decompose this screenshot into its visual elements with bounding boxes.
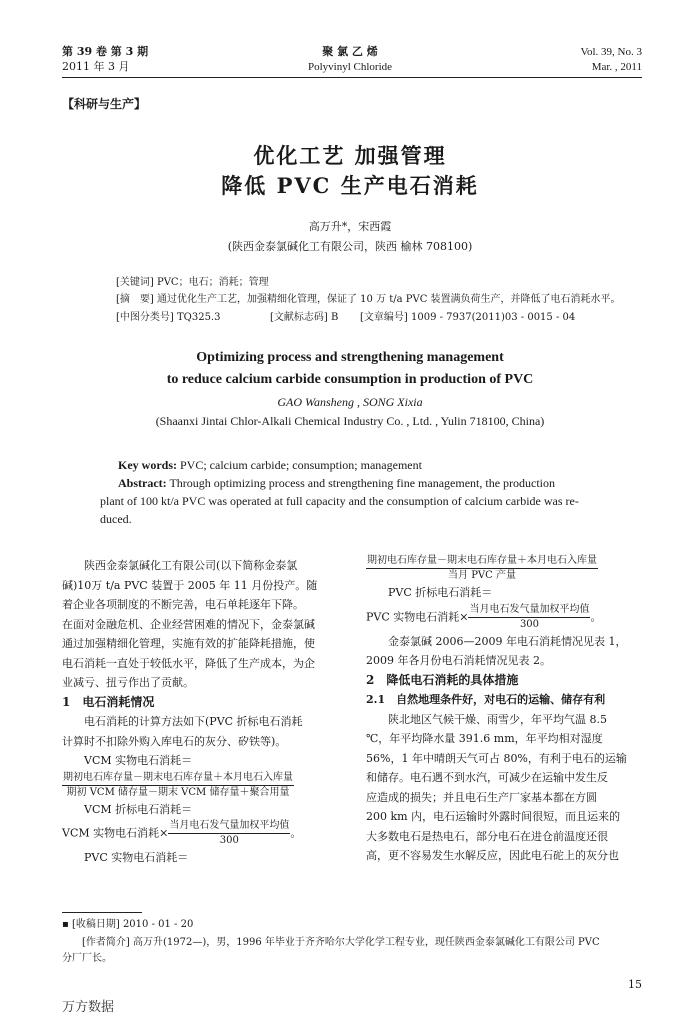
date-en: Mar. , 2011 (591, 61, 642, 73)
authors-en: GAO Wansheng , SONG Xixia (277, 395, 423, 409)
footnote-rule (62, 912, 142, 913)
affiliation-en: (Shaanxi Jintai Chlor-Alkali Chemical Industry Co. , Ltd. , Yulin 718100, China) (155, 414, 545, 428)
formula-3-fraction (366, 554, 598, 583)
keywords-en (118, 458, 422, 473)
keywords-cn: [关键词] PVC；电石；消耗；管理 (116, 277, 269, 288)
affiliation-cn: (陕西金泰氯碱化工有限公司，陕西 榆林 708100) (227, 240, 473, 253)
title-cn-line2: 降低 PVC 生产电石消耗 (221, 173, 479, 198)
title-en-line1: Optimizing process and strengthening management (196, 350, 504, 365)
formula-4: PVC 实物电石消耗× $\frac{\text{当月电石发气量加权平均值}}{300}$ 。 (366, 603, 602, 630)
title-cn-line1: 优化工艺 加强管理 (253, 143, 447, 168)
watermark: 万方数据 (62, 1000, 115, 1015)
header-rule (62, 77, 642, 78)
section-2-1-heading: 2.1 自然地理条件好，对电石的运输、储存有利 (366, 693, 606, 706)
page-number: 15 (628, 978, 642, 991)
classification-number: [中图分类号] TQ325.3 (116, 312, 221, 323)
keywords-en-text: PVC; calcium carbide; consumption; management (177, 458, 422, 472)
right-column: $\frac{\text{期初电石库存量－期末电石库存量＋本月电石入库量}}{\text{当月 PVC 产量}}$ PVC 折标电石消耗＝ PVC 实物电石消耗× $\frac{\text{当月电石发气量加权平均值}}{300}$ 。 金泰氯碱 2006—2009 年电石消耗情况见表 1， 2009 年各月份电石消耗情况见表 2。 2 降低电石消耗的具体措施 2.1 自然地理条件好，对电石的运输、储存有利 陕北地区气候干燥、雨雪少，年平均气温 8.5 ℃，年平均降水量 391.6 mm，年平均相对湿度 56%，1 年中晴朗天气可占 80%，有利于电石的运输 和储存。电石遇不到水汽，可减少在运输中发生反 应造成的损失；并且电石生产厂家基本都在方圆 200 km 内，电石运输时外露时间很短，而且运来的 大多数电石是热电石，部分电石在进仓前温度还很 高，更不容易发生水解反应，因此电石砣上的灰分也 (366, 554, 642, 866)
abstract-en-line3: duced. (100, 512, 132, 526)
section-2-heading: 2 降低电石消耗的具体措施 (366, 672, 519, 687)
formula-3-numerator: 期初电石库存量－期末电石库存量＋本月电石入库量 (366, 554, 598, 569)
title-en-line2: to reduce calcium carbide consumption in production of PVC (166, 372, 534, 387)
formula-1-fraction (62, 771, 294, 800)
volume-issue-cn: 第 39 卷 第 3 期 (62, 45, 149, 58)
article-number: [文章编号] 1009 - 7937(2011)03 - 0015 - 04 (360, 312, 576, 323)
abstract-en-line1: Abstract: Through optimizing process and strengthening fine management, the production (118, 476, 556, 490)
formula-4-label: PVC 折标电石消耗＝ (388, 586, 493, 599)
abstract-en-line2: plant of 100 kt/a PVC was operated at full capacity and the consumption of calcium carbide was re- (100, 494, 579, 508)
formula-1-label: VCM 实物电石消耗＝ (84, 754, 193, 767)
formula-2: VCM 实物电石消耗× $\frac{\text{当月电石发气量加权平均值}}{300}$ 。 (62, 820, 302, 846)
formula-1-numerator: 期初电石库存量－期末电石库存量＋本月电石入库量 (62, 771, 294, 786)
keywords-en-label: Key words: (118, 458, 177, 472)
received-date: ▪ [收稿日期] 2010 - 01 - 20 (62, 919, 194, 930)
date-cn: 2011 年 3 月 (62, 60, 130, 73)
authors-cn: 高万升*，宋西霞 (308, 220, 392, 233)
journal-name-en: Polyvinyl Chloride (307, 61, 393, 73)
intro-paragraph: 陕西金泰氯碱化工有限公司(以下简称金泰氯 (84, 559, 298, 572)
journal-name-cn: 聚 氯 乙 烯 (322, 45, 378, 58)
formula-2-label: VCM 折标电石消耗＝ (84, 802, 193, 816)
abstract-en-label: Abstract: (118, 476, 167, 490)
author-bio-line2: 分厂厂长。 (62, 953, 112, 964)
abstract-cn: [摘 要] 通过优化生产工艺，加强精细化管理，保证了 10 万 t/a PVC 装置满负荷生产，并降低了电石消耗水平。 (116, 294, 621, 305)
author-bio-line1: [作者简介] 高万升(1972—)，男，1996 年毕业于齐齐哈尔大学化学工程专业，现任陕西金泰氯碱化工有限公司 PVC (82, 937, 600, 948)
formula-3-denominator: 当月 PVC 产量 (448, 570, 516, 581)
formula-1-denominator: 期初 VCM 储存量－期末 VCM 储存量＋聚合用量 (66, 786, 290, 798)
left-column: 陕西金泰氯碱化工有限公司(以下简称金泰氯 碱)10万 t/a PVC 装置于 2005 年 11 月份投产。随 着企业各项制度的不断完善，电石单耗逐年下降。 在面对金融危机、企业经营困难的情况下，金泰氯碱 通过加强精细化管理，实施有效的扩能降耗措施，使 电石消耗一直处于较低水平，降低了生产成本，为企 业减亏、扭亏作出了贡献。 1 电石消耗情况 电石消耗的计算方法如下(PVC 折标电石消耗 计算时不扣除外购入库电石的灰分、矽铁等)。 VCM 实物电石消耗＝ $\frac{\text{期初电石库存量－期末电石库存量＋本月电石入库量}}{\text{期初 VCM 储存量－期末 VCM 储存量＋聚合用量}}$ VCM 折标电石消耗＝ VCM 实物电石消耗× $\frac{\text{当月电石发气量加权平均值}}{300}$ 。 PVC 实物电石消耗＝ (62, 556, 346, 868)
section-1-heading: 1 电石消耗情况 (62, 694, 155, 709)
section-tag: 【科研与生产】 (62, 97, 147, 111)
formula-3-label: PVC 实物电石消耗＝ (84, 851, 189, 864)
document-code: [文献标志码] B (270, 312, 339, 323)
volume-issue-en: Vol. 39, No. 3 (580, 46, 642, 58)
